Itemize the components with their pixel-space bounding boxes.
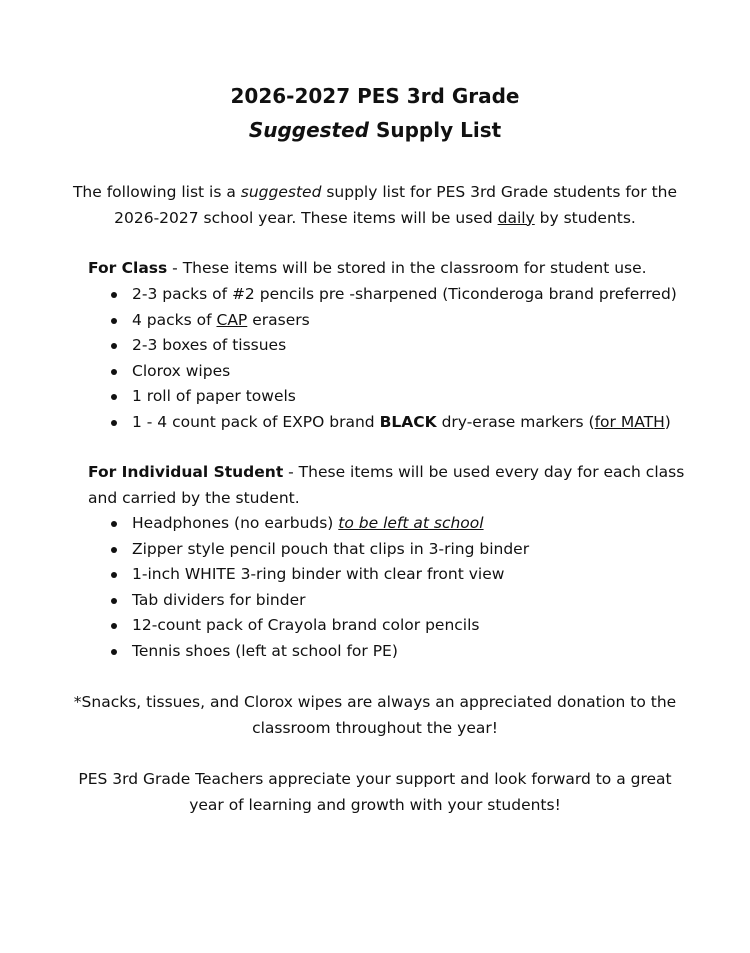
for-student-heading-line: [88, 460, 688, 511]
for-student-description: - These items will be used every day for each class and carried by the student.: [88, 463, 685, 507]
bullet-icon: [111, 623, 117, 629]
item-text: dry-erase markers (: [436, 412, 595, 431]
item-text: 12-count pack of Crayola brand color pencils: [132, 616, 480, 634]
list-item: [88, 537, 708, 563]
bullet-icon: [111, 598, 117, 604]
item-text: Tennis shoes (left at school for PE): [132, 641, 398, 660]
bullet-icon: [111, 521, 117, 527]
intro-paragraph: [70, 180, 680, 231]
item-underlined: CAP: [216, 310, 248, 329]
bullet-icon: [111, 547, 117, 553]
list-item: [88, 359, 708, 385]
item-text: 4 packs of: [132, 310, 217, 329]
list-item: [88, 282, 708, 308]
bullet-icon: [111, 292, 117, 298]
item-text: 1 roll of paper towels: [132, 387, 296, 405]
list-item: [88, 384, 708, 410]
bullet-icon: [111, 572, 117, 578]
bullet-icon: [111, 649, 117, 655]
list-item: [88, 588, 708, 614]
list-item: [88, 308, 708, 334]
item-text: 1 - 4 count pack of EXPO brand: [132, 412, 380, 431]
item-text: 2-3 packs of #2 pencils pre -sharpened (Ticonderoga brand preferred): [132, 285, 677, 303]
item-text: Tab dividers for binder: [132, 590, 306, 609]
item-text: Clorox wipes: [132, 361, 231, 380]
document-subtitle: [0, 118, 750, 142]
for-class-heading-line: [88, 256, 688, 282]
bullet-icon: [111, 318, 117, 324]
item-text: erasers: [247, 310, 310, 329]
item-text: Headphones (no earbuds): [132, 514, 339, 532]
closing-message: PES 3rd Grade Teachers appreciate your support and look forward to a great year of learning and growth with your students!: [78, 770, 672, 814]
bullet-icon: [111, 420, 117, 426]
item-bold: BLACK: [379, 412, 437, 431]
donation-note: *Snacks, tissues, and Clorox wipes are always an appreciated donation to the classroom throughout the year!: [73, 693, 677, 737]
list-item: [88, 639, 708, 665]
item-text: 2-3 boxes of tissues: [132, 336, 287, 354]
item-underlined: for MATH: [594, 412, 665, 431]
list-item: [88, 511, 708, 537]
for-student-heading: For Individual Student: [88, 463, 284, 481]
document-title: 2026-2027 PES 3rd Grade: [230, 84, 520, 108]
intro-italic: suggested: [240, 183, 322, 201]
bullet-icon: [111, 394, 117, 400]
subtitle-italic-word: Suggested: [248, 118, 369, 142]
list-item: [88, 333, 708, 359]
item-underlined-italic: to be left at school: [338, 514, 484, 532]
list-item: [88, 613, 708, 639]
item-text: Zipper style pencil pouch that clips in 3-ring binder: [132, 539, 530, 558]
for-class-description: - These items will be stored in the classroom for student use.: [167, 259, 647, 277]
bullet-icon: [111, 369, 117, 375]
list-item: [88, 410, 708, 436]
intro-text-2: supply list for PES 3rd Grade students for the 2026-2027 school year. These items will be used: [114, 183, 678, 227]
item-text: ): [664, 412, 671, 431]
bullet-icon: [111, 343, 117, 349]
list-item: [88, 562, 708, 588]
intro-text-1: The following list is a: [72, 183, 241, 201]
for-student-list: [88, 511, 708, 664]
item-text: 1-inch WHITE 3-ring binder with clear front view: [132, 565, 505, 583]
for-class-heading: For Class: [88, 259, 168, 277]
intro-underlined: daily: [497, 208, 535, 227]
subtitle-rest: Supply List: [369, 118, 502, 142]
for-class-list: [88, 282, 708, 435]
intro-text-3: by students.: [534, 208, 636, 227]
